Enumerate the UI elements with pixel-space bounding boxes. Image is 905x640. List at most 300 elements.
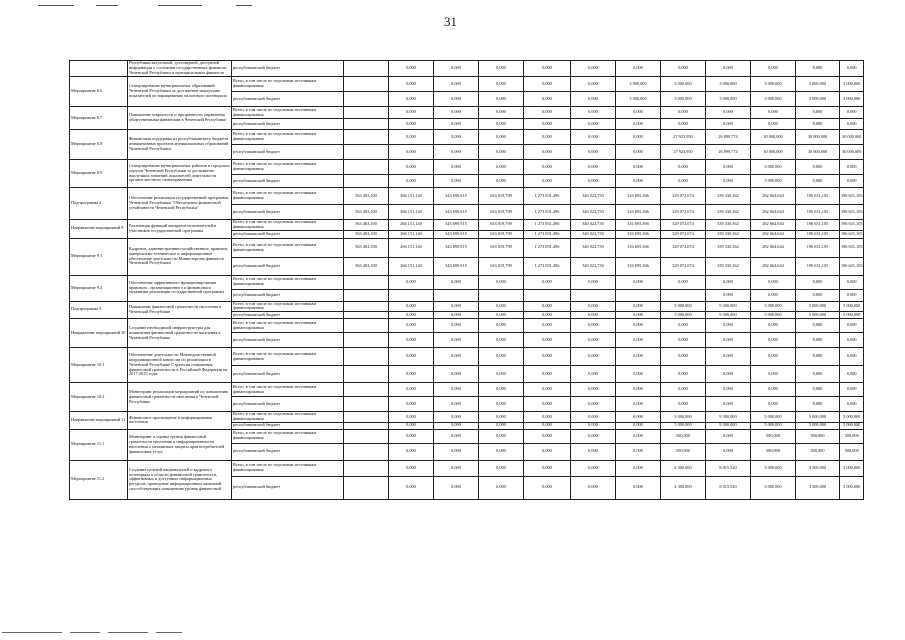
value-cell: 343 699,915 [434, 205, 479, 220]
value-cell: 0,000 [389, 312, 434, 319]
value-cell: 0,000 [479, 130, 524, 145]
value-cell: 0,000 [571, 145, 616, 160]
value-cell: 0,000 [796, 333, 840, 348]
value-cell: 0,000 [389, 460, 434, 476]
value-cell: 3 000,000 [751, 476, 796, 499]
value-cell: 0,000 [661, 119, 706, 130]
row-label: Мероприятие 11.1 [70, 429, 128, 460]
value-cell: 0,000 [706, 366, 751, 383]
scan-mark [38, 5, 74, 6]
value-cell: 500,000 [840, 443, 864, 460]
value-cell: 8 015,520 [706, 460, 751, 476]
value-cell: 0,000 [571, 107, 616, 119]
value-cell [344, 61, 389, 77]
value-cell: 0,000 [479, 476, 524, 499]
funding-source: Всего, в том числе по отдельным источникам финансирования [232, 348, 344, 366]
value-cell: 0,000 [840, 61, 864, 77]
value-cell: 0,000 [389, 412, 434, 423]
value-cell: 633 019,799 [479, 220, 524, 231]
row-description: Обеспечение эффективного функционирования правового, организационного и финансового механизма реализации государственной программы [128, 275, 232, 301]
value-cell: 0,000 [796, 348, 840, 366]
value-cell: 0,000 [661, 107, 706, 119]
value-cell: 0,000 [389, 301, 434, 312]
row-label: Направление мероприятий 11 [70, 412, 128, 430]
scan-mark [108, 632, 148, 633]
value-cell: 9 300,000 [706, 312, 751, 319]
value-cell: 0,000 [434, 175, 479, 188]
funding-source: республиканский бюджет [232, 366, 344, 383]
value-cell: 3 000,000 [616, 92, 661, 107]
row-description: Реализация функций аппаратов исполнителей и участников государственной программы [128, 220, 232, 239]
value-cell: 30 000,000 [796, 130, 840, 145]
row-description: Создание необходимой инфраструктуры для повышения финансовой грамотности населения в Чеченской Республике [128, 319, 232, 348]
value-cell: 0,000 [571, 175, 616, 188]
value-cell: 196 631,105 [796, 205, 840, 220]
value-cell: 5 000,000 [661, 412, 706, 423]
value-cell [344, 312, 389, 319]
value-cell: 0,000 [751, 397, 796, 412]
value-cell [344, 275, 389, 289]
value-cell: 0,000 [524, 422, 571, 429]
value-cell: 340 022,750 [571, 238, 616, 257]
value-cell: 0,000 [434, 412, 479, 423]
value-cell [661, 289, 706, 301]
value-cell: 0,000 [479, 422, 524, 429]
value-cell: 196 631,105 [796, 230, 840, 238]
value-cell: 0,000 [524, 160, 571, 175]
value-cell: 0,000 [616, 301, 661, 312]
value-cell: 0,000 [616, 145, 661, 160]
value-cell: 0,000 [616, 397, 661, 412]
value-cell: 0,000 [434, 145, 479, 160]
value-cell: 0,000 [479, 397, 524, 412]
value-cell: 0,000 [571, 301, 616, 312]
value-cell: 30 000,000 [751, 145, 796, 160]
value-cell: 633 019,799 [479, 230, 524, 238]
value-cell: 0,000 [479, 301, 524, 312]
value-cell: 0,000 [389, 422, 434, 429]
value-cell: 0,000 [616, 429, 661, 443]
value-cell: 0,000 [571, 312, 616, 319]
value-cell: 30 000,000 [751, 130, 796, 145]
row-label: Направление мероприятий 10 [70, 319, 128, 348]
value-cell [344, 289, 389, 301]
value-cell: 0,000 [389, 145, 434, 160]
value-cell: 0,000 [571, 92, 616, 107]
row-label: Мероприятие 8.7 [70, 107, 128, 130]
row-label: Подпрограмма 3 [70, 301, 128, 319]
value-cell: 3 000,000 [751, 77, 796, 92]
value-cell: 3 000,000 [706, 77, 751, 92]
value-cell: 3 500,000 [796, 476, 840, 499]
row-description: Мониторинг реализации мероприятий по повышению финансовой грамотности населения в Чеченской Республике [128, 383, 232, 412]
row-description: Обеспечение реализации государственной программы Чеченской Республики "Обеспечение финансовой устойчивости Чеченской Республики" [128, 188, 232, 220]
value-cell: 0,000 [434, 77, 479, 92]
value-cell: 0,000 [524, 312, 571, 319]
value-cell: 0,000 [434, 397, 479, 412]
value-cell: 563 463,100 [344, 205, 389, 220]
value-cell: 0,000 [389, 397, 434, 412]
row-label: Мероприятие 10.2 [70, 383, 128, 412]
value-cell: 5 000,000 [840, 422, 864, 429]
value-cell: 500,000 [796, 429, 840, 443]
funding-source: Всего, в том числе по отдельным источникам финансирования [232, 107, 344, 119]
value-cell [344, 145, 389, 160]
value-cell: 0,000 [479, 119, 524, 130]
value-cell: 0,000 [479, 312, 524, 319]
value-cell: 0,000 [616, 476, 661, 499]
table-body [70, 61, 864, 500]
value-cell [344, 333, 389, 348]
value-cell: 0,000 [796, 366, 840, 383]
value-cell: 26 899,774 [706, 145, 751, 160]
value-cell: 563 463,100 [344, 188, 389, 205]
value-cell: 5 000,000 [840, 412, 864, 423]
value-cell: 0,000 [524, 119, 571, 130]
value-cell: 316 695,366 [616, 220, 661, 231]
value-cell: 3 000,000 [796, 77, 840, 92]
funding-source: республиканский бюджет [232, 289, 344, 301]
value-cell: 0,000 [796, 119, 840, 130]
value-cell: 0,000 [751, 366, 796, 383]
value-cell [344, 429, 389, 443]
value-cell: 0,000 [434, 107, 479, 119]
value-cell: 0,000 [389, 130, 434, 145]
value-cell: 266 151,140 [389, 220, 434, 231]
value-cell: 0,000 [389, 61, 434, 77]
funding-source: Всего, в том числе по отдельным источникам финансирования [232, 429, 344, 443]
value-cell: 0,000 [524, 107, 571, 119]
value-cell: 5 000,000 [796, 422, 840, 429]
table-row [70, 238, 864, 257]
value-cell: 196 631,105 [796, 220, 840, 231]
page-number: 31 [444, 14, 457, 29]
value-cell: 5 000,000 [840, 301, 864, 312]
value-cell: 316 695,366 [616, 205, 661, 220]
funding-source: республиканский бюджет [232, 257, 344, 275]
funding-source: Всего, в том числе по отдельным источникам финансирования [232, 412, 344, 423]
funding-source: республиканский бюджет [232, 92, 344, 107]
value-cell: 0,000 [479, 77, 524, 92]
value-cell: 0,000 [479, 92, 524, 107]
scan-artifact-top [0, 0, 905, 14]
value-cell: 0,000 [571, 422, 616, 429]
value-cell: 0,000 [571, 429, 616, 443]
value-cell: 26 899,774 [706, 130, 751, 145]
value-cell: 0,000 [616, 312, 661, 319]
value-cell: 0,000 [706, 160, 751, 175]
value-cell: 4 300,000 [661, 476, 706, 499]
value-cell: 0,000 [434, 312, 479, 319]
value-cell [344, 366, 389, 383]
value-cell: 0,000 [479, 460, 524, 476]
funding-source: республиканский бюджет [232, 333, 344, 348]
table-row [70, 383, 864, 397]
value-cell: 316 695,366 [616, 238, 661, 257]
table-row [70, 429, 864, 443]
table-row [70, 275, 864, 289]
value-cell: 3 000,000 [661, 92, 706, 107]
value-cell: 5 000,000 [796, 312, 840, 319]
value-cell: 0,000 [706, 107, 751, 119]
value-cell: 0,000 [571, 366, 616, 383]
value-cell: 0,000 [616, 412, 661, 423]
value-cell: 0,000 [840, 275, 864, 289]
value-cell: 0,000 [479, 175, 524, 188]
funding-source: Всего, в том числе по отдельным источникам финансирования [232, 130, 344, 145]
value-cell: 0,000 [796, 397, 840, 412]
value-cell [344, 383, 389, 397]
value-cell: 0,000 [616, 275, 661, 289]
value-cell: 0,000 [706, 175, 751, 188]
value-cell: 0,000 [796, 289, 840, 301]
value-cell: 0,000 [524, 61, 571, 77]
value-cell: 0,000 [434, 429, 479, 443]
value-cell: 0,000 [389, 476, 434, 499]
scan-mark [236, 5, 252, 6]
value-cell: 343 699,915 [434, 188, 479, 205]
funding-source: республиканский бюджет [232, 175, 344, 188]
value-cell: 0,000 [840, 333, 864, 348]
funding-source: республиканский бюджет [232, 312, 344, 319]
table-row [70, 77, 864, 92]
value-cell: 0,000 [524, 175, 571, 188]
value-cell: 0,000 [389, 275, 434, 289]
value-cell: 3 500,000 [796, 460, 840, 476]
value-cell: 343 699,915 [434, 257, 479, 275]
funding-source: Всего, в том числе по отдельным источникам финансирования [232, 77, 344, 92]
value-cell: 30 000,000 [840, 130, 864, 145]
value-cell [389, 289, 434, 301]
value-cell: 0,000 [661, 348, 706, 366]
value-cell [344, 160, 389, 175]
value-cell: 5 000,000 [796, 412, 840, 423]
value-cell: 8 015,520 [706, 476, 751, 499]
value-cell: 0,000 [616, 422, 661, 429]
table-row [70, 188, 864, 205]
value-cell: 0,000 [616, 107, 661, 119]
value-cell: 0,000 [661, 160, 706, 175]
value-cell: 0,000 [616, 366, 661, 383]
value-cell: 500,000 [661, 443, 706, 460]
value-cell: 0,000 [571, 119, 616, 130]
value-cell: 0,000 [706, 348, 751, 366]
value-cell [344, 348, 389, 366]
value-cell: 0,000 [479, 383, 524, 397]
row-label: Мероприятие 10.1 [70, 348, 128, 383]
row-label: Мероприятие 8.8 [70, 130, 128, 160]
value-cell: 500,000 [661, 429, 706, 443]
value-cell: 0,000 [840, 160, 864, 175]
value-cell: 0,000 [706, 333, 751, 348]
value-cell [344, 422, 389, 429]
funding-source: Всего, в том числе по отдельным источникам финансирования [232, 220, 344, 231]
value-cell: 0,000 [616, 333, 661, 348]
value-cell: 0,000 [840, 383, 864, 397]
value-cell: 1 273 831,496 [524, 257, 571, 275]
value-cell: 282 664,644 [751, 205, 796, 220]
value-cell: 0,000 [706, 383, 751, 397]
table-row [70, 460, 864, 476]
value-cell: 3 000,000 [840, 77, 864, 92]
value-cell [344, 476, 389, 499]
funding-source: Всего, в том числе по отдельным источникам финансирования [232, 275, 344, 289]
scan-mark [158, 5, 202, 6]
value-cell: 282 664,644 [751, 257, 796, 275]
value-cell: 0,000 [840, 348, 864, 366]
value-cell: 0,000 [796, 61, 840, 77]
value-cell: 0,000 [661, 383, 706, 397]
row-description: Создание целевой национальной и кадрового потенциала в области финансовой грамотности, эффективных и доступных информационных ресурсов, проведение информационных кампаний, способствующих повышению уровня финансовой [128, 460, 232, 499]
value-cell: 3 000,000 [840, 92, 864, 107]
value-cell: 266 151,140 [389, 205, 434, 220]
value-cell: 0,000 [434, 476, 479, 499]
value-cell: 500,000 [751, 443, 796, 460]
value-cell: 0,000 [706, 275, 751, 289]
value-cell: 1 273 831,496 [524, 188, 571, 205]
value-cell [344, 319, 389, 333]
funding-source: Всего, в том числе по отдельным источникам финансирования [232, 383, 344, 397]
value-cell: 0,000 [389, 443, 434, 460]
value-cell: 1 273 831,496 [524, 220, 571, 231]
table-row [70, 412, 864, 423]
value-cell: 0,000 [479, 275, 524, 289]
value-cell: 339 330,362 [706, 220, 751, 231]
value-cell: 0,000 [524, 130, 571, 145]
value-cell: 196 631,105 [840, 205, 864, 220]
row-description: Стимулирование муниципальных образований Чеченской Республики за достижение наилучших показателей по наращиванию налогового потенциала [128, 77, 232, 107]
row-label: Подпрограмма 2 [70, 188, 128, 220]
value-cell: 9 300,000 [706, 412, 751, 423]
value-cell: 0,000 [796, 107, 840, 119]
value-cell: 0,000 [571, 348, 616, 366]
row-label: Мероприятие 9.2 [70, 275, 128, 301]
value-cell: 563 463,100 [344, 238, 389, 257]
value-cell: 0,000 [796, 383, 840, 397]
value-cell: 0,000 [661, 333, 706, 348]
value-cell: 0,000 [706, 61, 751, 77]
value-cell: 5 000,000 [751, 301, 796, 312]
value-cell: 0,000 [479, 412, 524, 423]
value-cell: 339 330,362 [706, 238, 751, 257]
value-cell: 343 699,915 [434, 220, 479, 231]
value-cell: 500,000 [796, 443, 840, 460]
value-cell: 0,000 [571, 77, 616, 92]
value-cell: 0,000 [751, 61, 796, 77]
row-description: Финансовое просвещение и информирование населения [128, 412, 232, 430]
scan-mark [70, 632, 100, 633]
value-cell: 0,000 [389, 119, 434, 130]
value-cell: 0,000 [389, 175, 434, 188]
value-cell: 0,000 [524, 429, 571, 443]
value-cell: 1 273 831,496 [524, 205, 571, 220]
value-cell: 0,000 [616, 319, 661, 333]
row-description: Кадровое, административно-хозяйственное, правовое, материально-техническое и информационное обеспечение деятельности Министерства финансов Чеченской Республики [128, 238, 232, 275]
table-row [70, 348, 864, 366]
row-description: Стимулирование муниципальных районов и городских округов Чеченской Республики за достижение наилучших значений показателей деятельности органов местного самоуправления [128, 160, 232, 188]
value-cell: 0,000 [796, 275, 840, 289]
row-label: Мероприятие 11.2 [70, 460, 128, 499]
value-cell: 0,000 [479, 319, 524, 333]
funding-source: Всего, в том числе по отдельным источникам финансирования [232, 301, 344, 312]
value-cell: 0,000 [571, 130, 616, 145]
value-cell [434, 289, 479, 301]
value-cell: 329 072,074 [661, 205, 706, 220]
value-cell: 27 923,950 [661, 145, 706, 160]
value-cell: 0,000 [571, 460, 616, 476]
value-cell: 0,000 [524, 301, 571, 312]
scan-mark [156, 632, 182, 633]
funding-source: республиканский бюджет [232, 476, 344, 499]
funding-source: Всего, в том числе по отдельным источникам финансирования [232, 319, 344, 333]
value-cell: 0,000 [479, 443, 524, 460]
value-cell: 0,000 [389, 366, 434, 383]
value-cell: 329 072,074 [661, 238, 706, 257]
value-cell: 0,000 [479, 61, 524, 77]
value-cell: 0,000 [389, 348, 434, 366]
row-label [70, 61, 128, 77]
value-cell: 0,000 [479, 145, 524, 160]
value-cell: 340 022,750 [571, 230, 616, 238]
value-cell: 0,000 [434, 460, 479, 476]
value-cell: 0,000 [479, 348, 524, 366]
value-cell: 0,000 [571, 397, 616, 412]
row-description: Обеспечение деятельности Межведомственной координационной комиссии по реализации в Чеченской Республике Стратегии повышения финансовой грамотности в Российской Федерации на 2017-2023 годы [128, 348, 232, 383]
value-cell: 0,000 [524, 275, 571, 289]
row-description: Повышение открытости и прозрачности управления общественными финансами в Чеченской Республике [128, 107, 232, 130]
row-label: Мероприятие 8.6 [70, 77, 128, 107]
value-cell: 0,000 [796, 175, 840, 188]
value-cell: 563 463,100 [344, 220, 389, 231]
value-cell [344, 77, 389, 92]
value-cell: 633 019,799 [479, 205, 524, 220]
value-cell: 0,000 [524, 476, 571, 499]
value-cell: 5 000,000 [751, 422, 796, 429]
value-cell: 0,000 [434, 61, 479, 77]
row-description: Повышение финансовой грамотности населения в Чеченской Республике [128, 301, 232, 319]
value-cell: 5 000,000 [840, 312, 864, 319]
value-cell: 340 022,750 [571, 188, 616, 205]
value-cell: 0,000 [479, 160, 524, 175]
value-cell: 0,000 [661, 175, 706, 188]
value-cell: 0,000 [616, 130, 661, 145]
value-cell: 0,000 [434, 92, 479, 107]
value-cell: 0,000 [434, 275, 479, 289]
value-cell: 3 000,000 [751, 460, 796, 476]
table-row [70, 130, 864, 145]
value-cell: 500,000 [840, 429, 864, 443]
value-cell: 0,000 [751, 333, 796, 348]
value-cell: 0,000 [840, 119, 864, 130]
value-cell: 3 000,000 [840, 460, 864, 476]
value-cell: 196 631,105 [840, 220, 864, 231]
value-cell: 0,000 [796, 319, 840, 333]
value-cell: 0,000 [479, 429, 524, 443]
value-cell: 0,000 [706, 289, 751, 301]
value-cell [344, 443, 389, 460]
value-cell: 0,000 [616, 383, 661, 397]
value-cell: 30 000,000 [796, 145, 840, 160]
table-row [70, 301, 864, 312]
value-cell [344, 460, 389, 476]
value-cell [344, 92, 389, 107]
value-cell: 3 000,000 [840, 476, 864, 499]
value-cell: 343 699,915 [434, 230, 479, 238]
value-cell: 0,000 [434, 119, 479, 130]
value-cell: 4 300,000 [661, 460, 706, 476]
funding-source: республиканский бюджет [232, 61, 344, 77]
value-cell: 9 300,000 [706, 301, 751, 312]
